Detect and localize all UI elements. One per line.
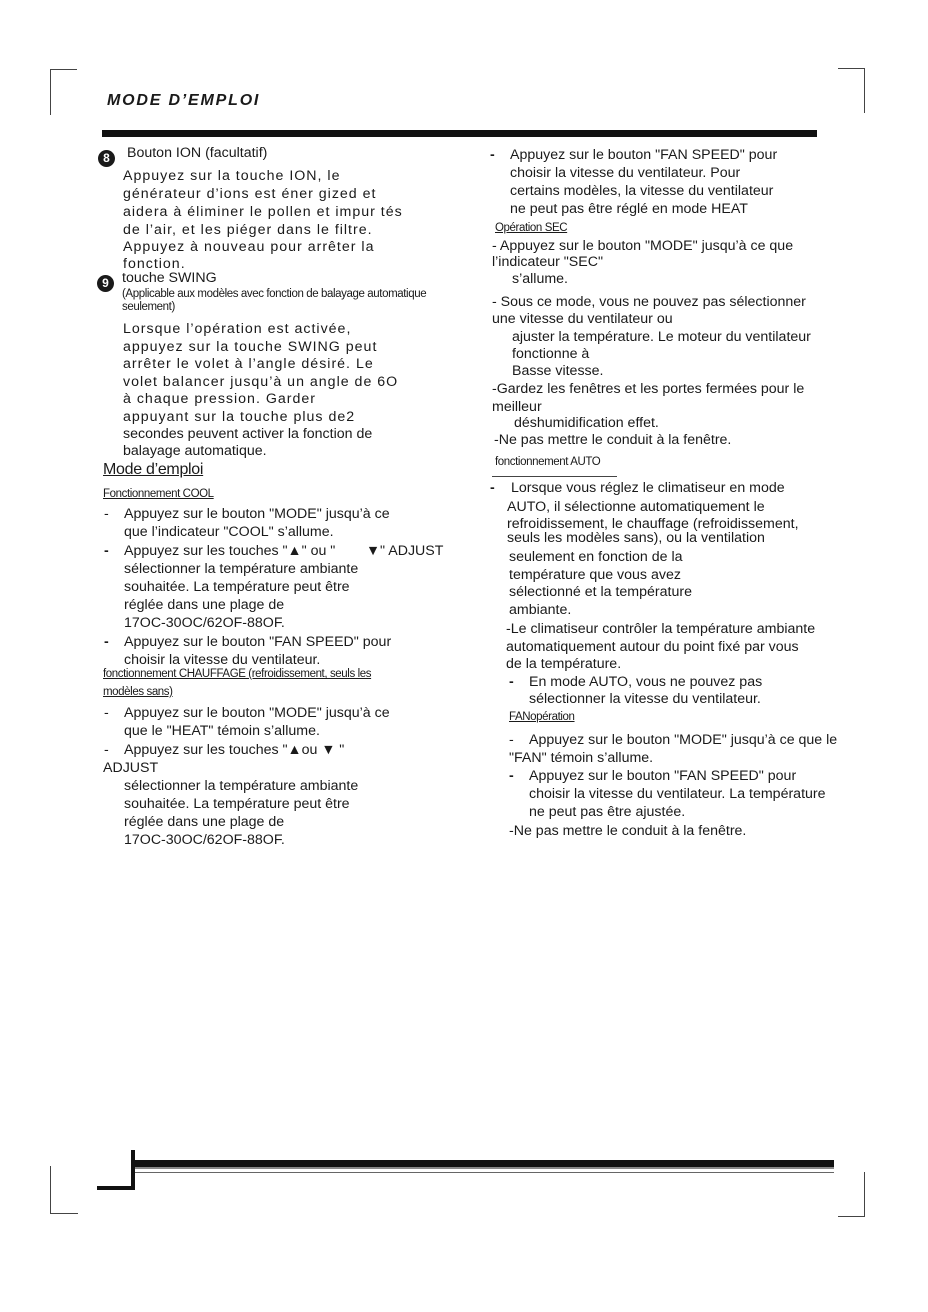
section-9-line: appuyez sur la touche SWING peut [123, 339, 378, 355]
cool-line: souhaitée. La température peut être [124, 579, 350, 595]
crop-mark-top-left-v [50, 69, 51, 115]
heat-heading: fonctionnement CHAUFFAGE (refroidissement, seuls les [103, 668, 372, 680]
crop-mark-bottom-right-h [838, 1216, 865, 1217]
auto-line: température que vous avez [509, 567, 681, 583]
dash: - [104, 705, 109, 721]
section-9-line: appuyant sur la touche plus de2 [123, 409, 356, 425]
section-8-line: Appuyez à nouveau pour arrêter la [123, 239, 375, 255]
section-8-line: aidera à éliminer le pollen et impur tés [123, 204, 403, 220]
section-9-line: secondes peuvent activer la fonction de [123, 426, 373, 442]
footer-rule [134, 1160, 834, 1169]
fan-line: -Ne pas mettre le conduit à la fenêtre. [509, 823, 747, 839]
sec-line: meilleur [492, 399, 542, 415]
dash: - [104, 506, 109, 522]
dash: - [104, 634, 109, 650]
page-title: MODE D’EMPLOI [107, 92, 261, 109]
sec-heading: Opération SEC [495, 222, 568, 234]
auto-line: automatiquement autour du point fixé par vous [506, 639, 799, 655]
sec-line: déshumidification effet. [514, 415, 659, 431]
sec-line: s’allume. [512, 271, 568, 287]
auto-line: de la température. [506, 656, 622, 672]
crop-mark-bottom-right-v [864, 1172, 865, 1217]
fan-line: ne peut pas être ajustée. [529, 804, 686, 820]
sec-line: -Gardez les fenêtres et les portes fermées pour le [492, 381, 805, 397]
dash: - [490, 147, 495, 163]
fan-speed-line: certains modèles, la vitesse du ventilateur [510, 183, 774, 199]
cool-line: Appuyez sur le bouton "MODE" jusqu’à ce [124, 506, 390, 522]
fan-speed-line: Appuyez sur le bouton "FAN SPEED" pour [510, 147, 778, 163]
cool-line: réglée dans une plage de [124, 597, 285, 613]
section-8-line: générateur d’ions est éner gized et [123, 186, 377, 202]
footer-corner-h [97, 1186, 135, 1190]
dash: - [104, 742, 109, 758]
fan-heading: FANopération [509, 711, 575, 723]
section-9-title: touche SWING [122, 270, 217, 286]
auto-line: -Le climatiseur contrôler la température ambiante [506, 621, 816, 637]
auto-line: seuls les modèles sans), ou la ventilation [507, 530, 765, 546]
heat-line: que le "HEAT" témoin s’allume. [124, 723, 320, 739]
cool-line: que l’indicateur "COOL" s’allume. [124, 524, 334, 540]
number-9-badge: 9 [97, 275, 114, 292]
heat-line: sélectionner la température ambiante [124, 778, 359, 794]
auto-line: sélectionné et la température [509, 584, 692, 600]
fan-line: Appuyez sur le bouton "FAN SPEED" pour [529, 768, 797, 784]
auto-line: seulement en fonction de la [509, 549, 683, 565]
cool-line: 17OC-30OC/62OF-88OF. [124, 615, 285, 631]
header-rule [102, 130, 817, 137]
section-8-line: fonction. [123, 256, 186, 272]
auto-line: refroidissement, le chauffage (refroidissement, [507, 516, 799, 532]
sec-line: fonctionne à [512, 346, 590, 362]
sec-line: -Ne pas mettre le conduit à la fenêtre. [494, 432, 732, 448]
sec-line: Basse vitesse. [512, 363, 604, 379]
section-9-note: seulement) [122, 301, 175, 313]
crop-mark-bottom-left-v [50, 1166, 51, 1214]
auto-heading: fonctionnement AUTO [495, 456, 601, 468]
cool-line: Appuyez sur le bouton "FAN SPEED" pour [124, 634, 392, 650]
cool-line: sélectionner la température ambiante [124, 561, 359, 577]
fan-line: choisir la vitesse du ventilateur. La température [529, 786, 826, 802]
auto-heading-rule [492, 476, 617, 477]
section-9-line: à chaque pression. Garder [123, 391, 316, 407]
sec-line: - Appuyez sur le bouton "MODE" jusqu’à ce que [492, 238, 794, 254]
section-9-line: balayage automatique. [123, 443, 267, 459]
dash: - [490, 480, 495, 496]
sec-line: ajuster la température. Le moteur du ventilateur [512, 329, 811, 345]
footer-corner-v [131, 1150, 135, 1190]
heat-line: 17OC-30OC/62OF-88OF. [124, 832, 285, 848]
auto-line: Lorsque vous réglez le climatiseur en mode [511, 480, 785, 496]
dash: - [509, 768, 514, 784]
heat-heading: modèles sans) [103, 686, 173, 698]
crop-mark-top-right-v [864, 68, 865, 113]
section-9-line: volet balancer jusqu’à un angle de 6O [123, 374, 399, 390]
section-8-line: de l’air, et les piéger dans le filtre. [123, 222, 373, 238]
cool-line: choisir la vitesse du ventilateur. [124, 652, 321, 668]
auto-line: ambiante. [509, 602, 572, 618]
section-9-line: Lorsque l’opération est activée, [123, 321, 352, 337]
fan-line: "FAN" témoin s’allume. [509, 750, 654, 766]
auto-line: sélectionner la vitesse du ventilateur. [529, 691, 761, 707]
heat-line: réglée dans une plage de [124, 814, 285, 830]
crop-mark-top-left-h [50, 69, 77, 70]
sec-line: l’indicateur "SEC" [492, 254, 604, 270]
sec-line: - Sous ce mode, vous ne pouvez pas sélectionner [492, 294, 806, 310]
heat-line: ADJUST [103, 760, 159, 776]
section-8-title: Bouton ION (facultatif) [127, 145, 268, 161]
fan-line: Appuyez sur le bouton "MODE" jusqu’à ce que le [529, 732, 838, 748]
heat-line: souhaitée. La température peut être [124, 796, 350, 812]
cool-line: Appuyez sur les touches "▲" ou " [124, 543, 336, 559]
dash: - [509, 674, 514, 690]
mode-heading: Mode d’emploi [103, 461, 204, 478]
number-8-badge: 8 [98, 150, 115, 167]
cool-heading: Fonctionnement COOL [103, 488, 214, 500]
sec-line: une vitesse du ventilateur ou [492, 311, 673, 327]
fan-speed-line: ne peut pas être réglé en mode HEAT [510, 201, 748, 217]
crop-mark-bottom-left-h [50, 1213, 78, 1214]
section-9-note: (Applicable aux modèles avec fonction de balayage automatique [122, 288, 427, 300]
crop-mark-top-right-h [838, 68, 865, 69]
footer-rule-lower [134, 1172, 834, 1173]
heat-line: Appuyez sur le bouton "MODE" jusqu’à ce [124, 705, 390, 721]
section-9-line: arrêter le volet à l’angle désiré. Le [123, 356, 374, 372]
heat-line: Appuyez sur les touches "▲ou ▼ " [124, 742, 345, 758]
cool-line: ▼" ADJUST [366, 543, 444, 559]
auto-line: AUTO, il sélectionne automatiquement le [507, 499, 765, 515]
dash: - [104, 543, 109, 559]
fan-speed-line: choisir la vitesse du ventilateur. Pour [510, 165, 741, 181]
section-8-line: Appuyez sur la touche ION, le [123, 168, 341, 184]
auto-line: En mode AUTO, vous ne pouvez pas [529, 674, 763, 690]
dash: - [509, 732, 514, 748]
